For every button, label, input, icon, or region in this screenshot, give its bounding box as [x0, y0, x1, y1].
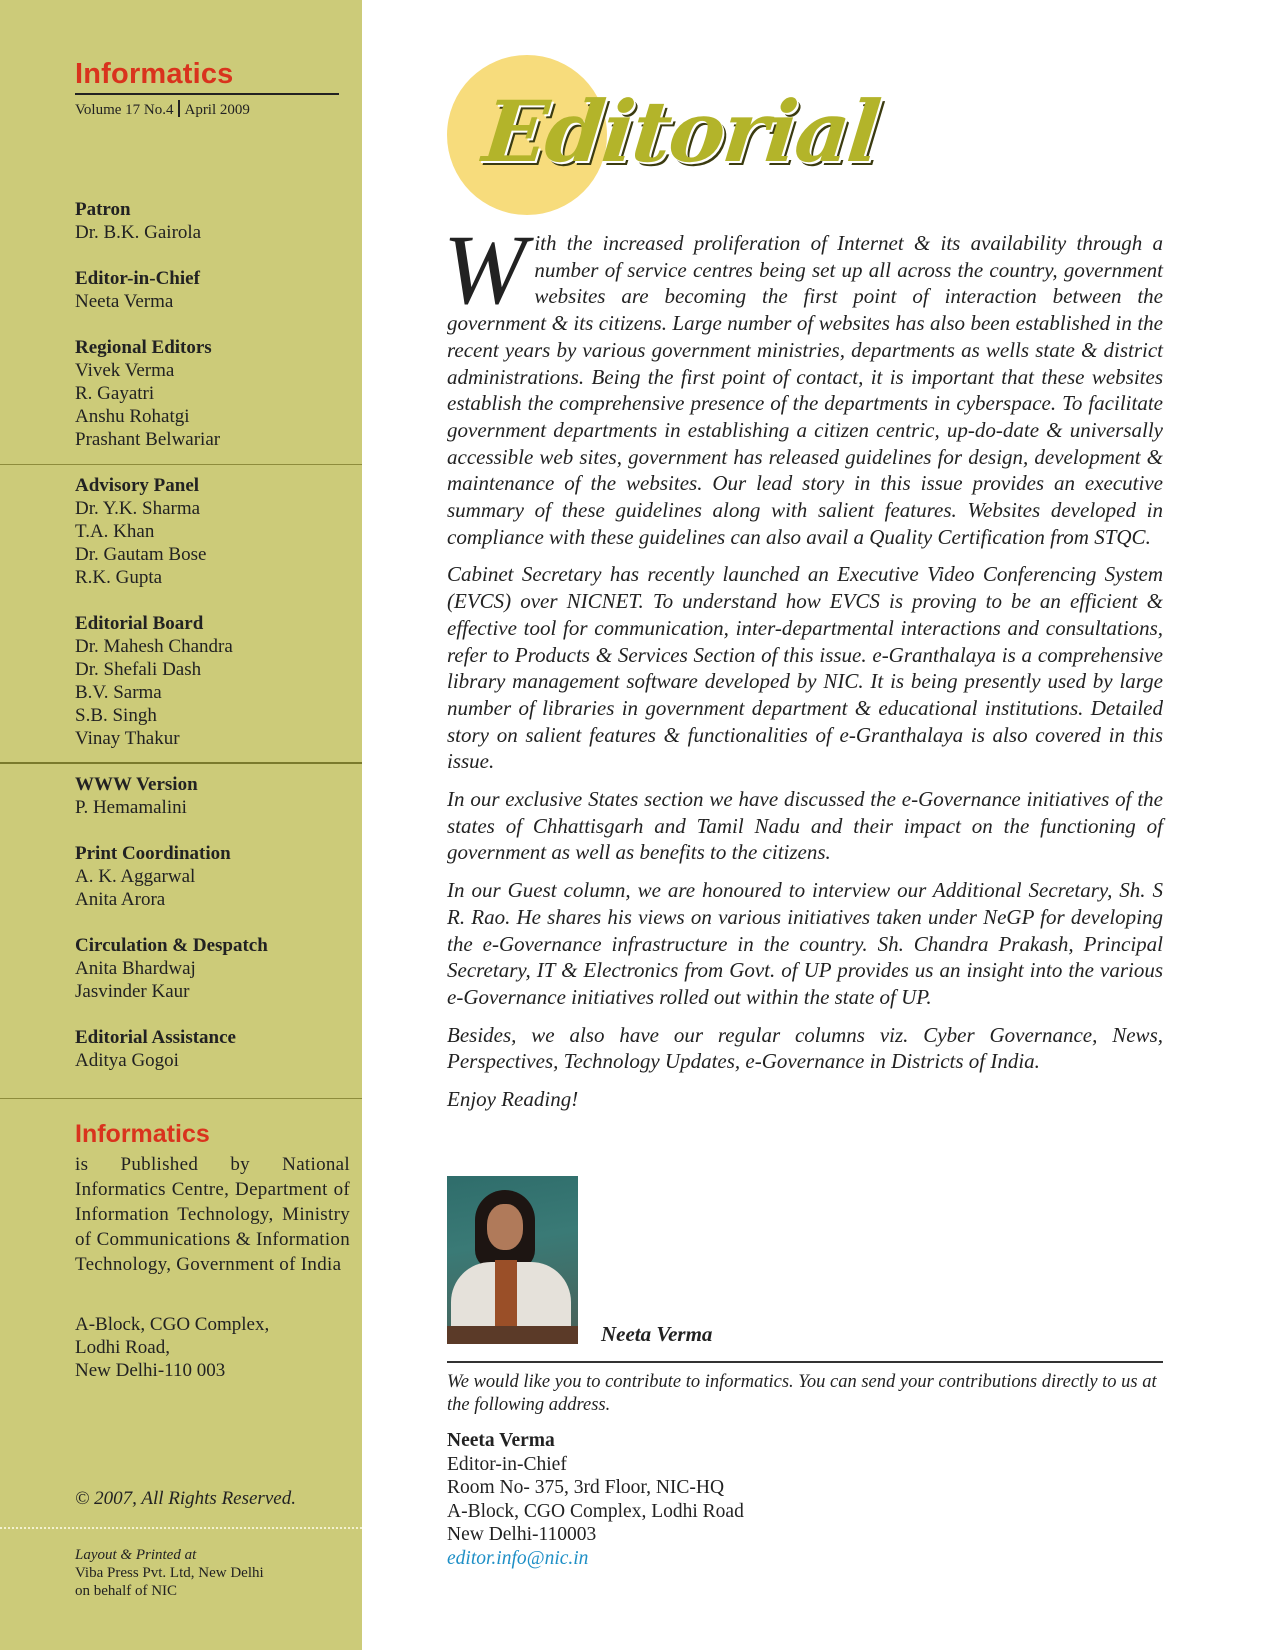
publisher-title: Informatics — [75, 1120, 210, 1148]
closing-line: Enjoy Reading! — [447, 1087, 579, 1112]
credit-name: Vinay Thakur — [75, 728, 180, 749]
dotted-divider — [0, 1527, 362, 1529]
credit-name: Vivek Verma — [75, 360, 175, 381]
contribute-note: We would like you to contribute to informatics. You can send your contributions directly to us at the following address. — [447, 1372, 1157, 1415]
credit-editor-in-chief — [75, 267, 355, 313]
credit-print-coordination — [75, 842, 355, 911]
title-underline — [75, 93, 339, 95]
printer-line: on behalf of NIC — [75, 1583, 178, 1599]
publisher-text: is Published by National Informatics Centre, Department of Information Technology, Ministry of Communications & Information Technology, Government of India — [75, 1154, 350, 1275]
contact-line: A-Block, CGO Complex, Lodhi Road — [447, 1500, 744, 1522]
credit-role: Editorial Board — [75, 613, 204, 634]
editor-signature: Neeta Verma — [601, 1322, 713, 1346]
paragraph: Besides, we also have our regular columns viz. Cyber Governance, News, Perspectives, Technology Updates, e-Governance in Districts of India. — [447, 1022, 1163, 1074]
credit-name: B.V. Sarma — [75, 682, 162, 703]
divider — [0, 464, 362, 465]
credit-editorial-assistance — [75, 1026, 355, 1072]
credit-patron — [75, 198, 355, 244]
paragraph — [443, 214, 1163, 550]
credit-name: Dr. Mahesh Chandra — [75, 636, 233, 657]
contact-name: Neeta Verma — [447, 1430, 555, 1451]
credit-role: Print Coordination — [75, 843, 231, 864]
credit-name: Dr. Shefali Dash — [75, 659, 202, 680]
divider — [0, 762, 362, 764]
credit-name: Prashant Belwariar — [75, 429, 221, 450]
paragraph: In our exclusive States section we have discussed the e-Governance initiatives of the states of Chhattisgarh and Tamil Nadu and their impact on the functioning of government as well as benefits to the citizens. — [447, 787, 1163, 865]
credit-role: Editorial Assistance — [75, 1027, 236, 1048]
credit-name: Jasvinder Kaur — [75, 981, 190, 1002]
printer-credit — [75, 1546, 345, 1600]
credit-circulation-despatch — [75, 934, 355, 1003]
address-line: Lodhi Road, — [75, 1337, 170, 1358]
divider — [447, 1361, 1163, 1363]
credit-name: Dr. Y.K. Sharma — [75, 498, 201, 519]
credit-role: Patron — [75, 199, 131, 220]
editorial-heading: Editorial — [478, 82, 884, 181]
sidebar-masthead — [0, 0, 362, 1650]
credit-name: S.B. Singh — [75, 705, 157, 726]
paragraph: Cabinet Secretary has recently launched an Executive Video Conferencing System (EVCS) over NICNET. To understand how EVCS is proving to be an efficient & effective tool for communication, inter-departmental interactions and consultations, refer to Products & Services Section of this issue. e-Granthalaya is a comprehensive library management software developed by NIC. It is being presently used by large number of libraries in government department & educational institutions. Detailed story on salient features & functionalities of e-Granthalaya is also covered in this issue. — [447, 562, 1163, 774]
credit-role: Circulation & Despatch — [75, 935, 268, 956]
editor-photo — [447, 1176, 578, 1344]
paragraph: In our Guest column, we are honoured to interview our Additional Secretary, Sh. S R. Rao. He shares his views on various initiatives taken under NeGP for developing the e-Governance infrastructure in the country. Sh. Chandra Prakash, Principal Secretary, IT & Electronics from Govt. of UP provides us an insight into the various e-Governance initiatives rolled out within the state of UP. — [447, 878, 1163, 1009]
issue-date: April 2009 — [184, 102, 250, 118]
credit-name: R.K. Gupta — [75, 567, 163, 588]
contact-line: Room No- 375, 3rd Floor, NIC-HQ — [447, 1477, 725, 1498]
credit-name: T.A. Khan — [75, 521, 155, 542]
credit-name: Anita Arora — [75, 889, 166, 910]
divider — [0, 1098, 362, 1099]
credit-name: Dr. Gautam Bose — [75, 544, 207, 565]
credit-advisory-panel — [75, 474, 355, 589]
credit-name: P. Hemamalini — [75, 797, 187, 818]
credit-name: A. K. Aggarwal — [75, 866, 196, 887]
credit-name: Anita Bhardwaj — [75, 958, 196, 979]
credit-name: R. Gayatri — [75, 383, 155, 404]
contact-line: New Delhi-110003 — [447, 1524, 597, 1545]
copyright-notice: © 2007, All Rights Reserved. — [75, 1488, 296, 1509]
drop-cap: W — [443, 214, 527, 325]
credit-role: WWW Version — [75, 774, 198, 795]
address-line: New Delhi-110 003 — [75, 1360, 226, 1381]
printer-line: Viba Press Pvt. Ltd, New Delhi — [75, 1565, 264, 1581]
credit-www-version — [75, 773, 355, 819]
editorial-body — [443, 214, 1163, 1124]
address-line: A-Block, CGO Complex, — [75, 1314, 270, 1335]
contact-line: Editor-in-Chief — [447, 1453, 567, 1475]
paragraph-text: ith the increased proliferation of Internet & its availability through a number of service centres being set up all across the country, government websites are becoming the first point of interaction between the government & its citizens. Large number of websites has also been established in the recent years by various government ministries, departments as wells state & district administrations. Being the first point of contact, it is important that these websites establish the comprehensive presence of the departments in cyberspace. To facilitate government departments in establishing a citizen centric, up-do-date & universally accessible web sites, government has released guidelines for design, development & maintenance of the websites. Our lead story in this issue provides an executive summary of these guidelines along with salient features. Websites developed in compliance with these guidelines can also avail a Quality Certification from STQC. — [447, 231, 1163, 549]
contact-email-link[interactable]: editor.info@nic.in — [447, 1547, 589, 1569]
credit-name: Neeta Verma — [75, 291, 174, 312]
credit-name: Aditya Gogoi — [75, 1050, 179, 1071]
credits-list — [75, 198, 355, 1072]
issue-volume: Volume 17 No.4 — [75, 102, 174, 118]
publisher-address — [75, 1313, 350, 1382]
issue-info — [75, 100, 250, 119]
credit-editorial-board — [75, 612, 355, 750]
credit-role: Advisory Panel — [75, 475, 200, 496]
credit-role: Editor-in-Chief — [75, 268, 200, 289]
printer-label: Layout & Printed at — [75, 1547, 197, 1563]
issue-separator — [178, 100, 180, 117]
contact-block — [447, 1429, 1163, 1570]
credit-name: Anshu Rohatgi — [75, 406, 190, 427]
credit-regional-editors — [75, 336, 355, 451]
credit-role: Regional Editors — [75, 337, 212, 358]
magazine-title: Informatics — [75, 58, 234, 90]
credit-name: Dr. B.K. Gairola — [75, 222, 202, 243]
